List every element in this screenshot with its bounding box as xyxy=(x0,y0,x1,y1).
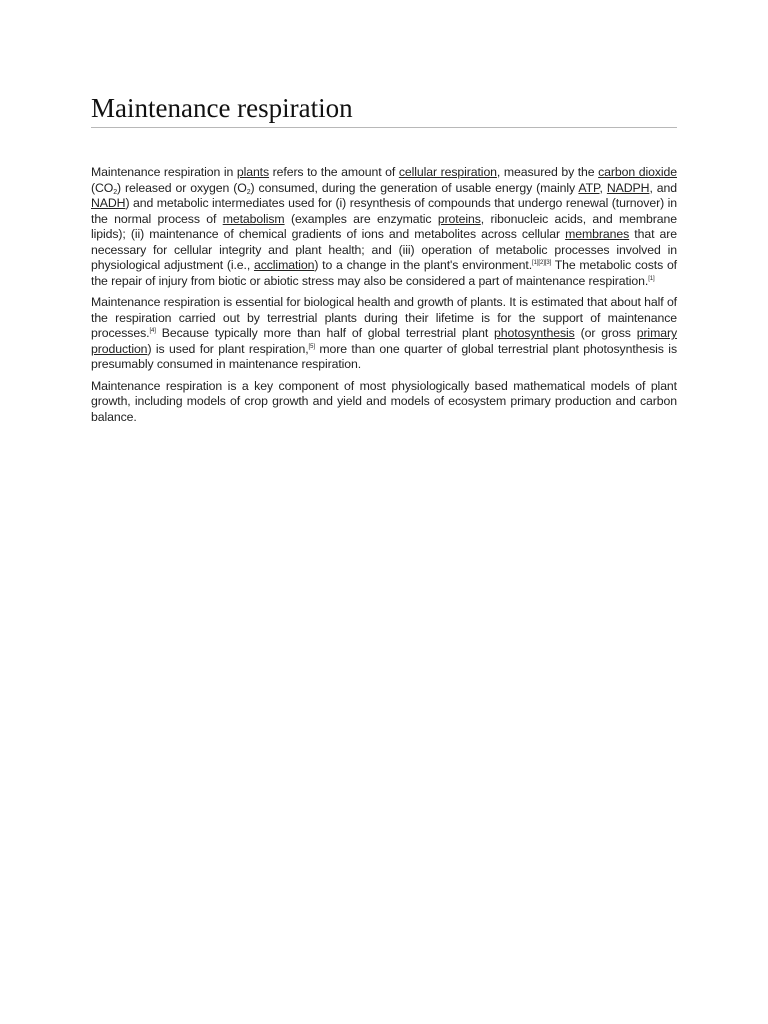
link-membranes[interactable]: membranes xyxy=(565,227,630,241)
subscript: 2 xyxy=(246,188,251,196)
text: (CO xyxy=(91,180,114,195)
text: (or gross xyxy=(574,326,637,340)
text: (examples are enzymatic xyxy=(284,211,438,226)
link-cellular-respiration[interactable]: cellular respiration xyxy=(398,165,497,179)
page-title: Maintenance respiration xyxy=(91,92,677,128)
paragraph-2 xyxy=(91,295,677,373)
link-atp[interactable]: ATP xyxy=(578,180,600,195)
link-primary-production[interactable]: primary production xyxy=(91,326,677,356)
link-acclimation[interactable]: acclimation xyxy=(253,258,315,272)
paragraph-1 xyxy=(91,165,677,289)
text: Because typically more than half of global terrestrial plant xyxy=(155,326,495,340)
link-proteins[interactable]: proteins xyxy=(437,211,481,226)
text: ) is used for plant respiration, xyxy=(147,341,309,356)
text: , ribonucleic acids, and membrane lipids); (ii) maintenance of chemical gradients of ions and metabolites across cellular xyxy=(91,211,677,241)
text: , xyxy=(599,180,607,195)
text: The metabolic costs of the repair of injury from biotic or abiotic stress may also be considered a part of maintenance respiration. xyxy=(91,258,677,288)
citation-link[interactable]: [1] xyxy=(648,275,655,282)
citation-link[interactable]: [4] xyxy=(149,328,156,334)
link-carbon-dioxide[interactable]: carbon dioxide xyxy=(598,165,677,179)
text: refers to the amount of xyxy=(269,165,399,179)
link-nadph[interactable]: NADPH xyxy=(606,180,650,195)
text: ) released or oxygen (O xyxy=(117,180,247,195)
article xyxy=(91,92,677,431)
text: , measured by the xyxy=(496,165,599,179)
article-body xyxy=(91,165,677,425)
link-metabolism[interactable]: metabolism xyxy=(222,211,285,226)
citation-link[interactable]: [1][2][3] xyxy=(532,260,552,266)
link-nadh[interactable]: NADH xyxy=(91,196,126,210)
text: , and xyxy=(649,180,677,195)
link-plants[interactable]: plants xyxy=(236,165,270,179)
text: ) to a change in the plant's environment. xyxy=(314,258,533,272)
text: Maintenance respiration is a key component of most physiologically based mathematical models of plant growth, including models of crop growth and yield and models of ecosystem primary production and carbon balance. xyxy=(91,378,677,424)
citation-link[interactable]: [5] xyxy=(308,343,315,350)
link-photosynthesis[interactable]: photosynthesis xyxy=(494,326,575,340)
text: Maintenance respiration is essential for biological health and growth of plants. It is estimated that about half of the respiration carried out by terrestrial plants during their lifetime is for the support of maintenance processes. xyxy=(91,295,677,340)
text: ) consumed, during the generation of usable energy (mainly xyxy=(250,180,579,195)
paragraph-3 xyxy=(91,379,677,426)
text: ) and metabolic intermediates used for (i) resynthesis of compounds that undergo renewal (turnover) in the normal process of xyxy=(91,196,677,226)
text: Maintenance respiration in xyxy=(91,165,237,179)
text: that are necessary for cellular integrity and plant health; and (iii) operation of metabolic processes involved in physiological adjustment (i.e., xyxy=(91,227,677,272)
subscript: 2 xyxy=(113,188,118,196)
text: more than one quarter of global terrestrial plant photosynthesis is presumably consumed in maintenance respiration. xyxy=(91,341,677,371)
